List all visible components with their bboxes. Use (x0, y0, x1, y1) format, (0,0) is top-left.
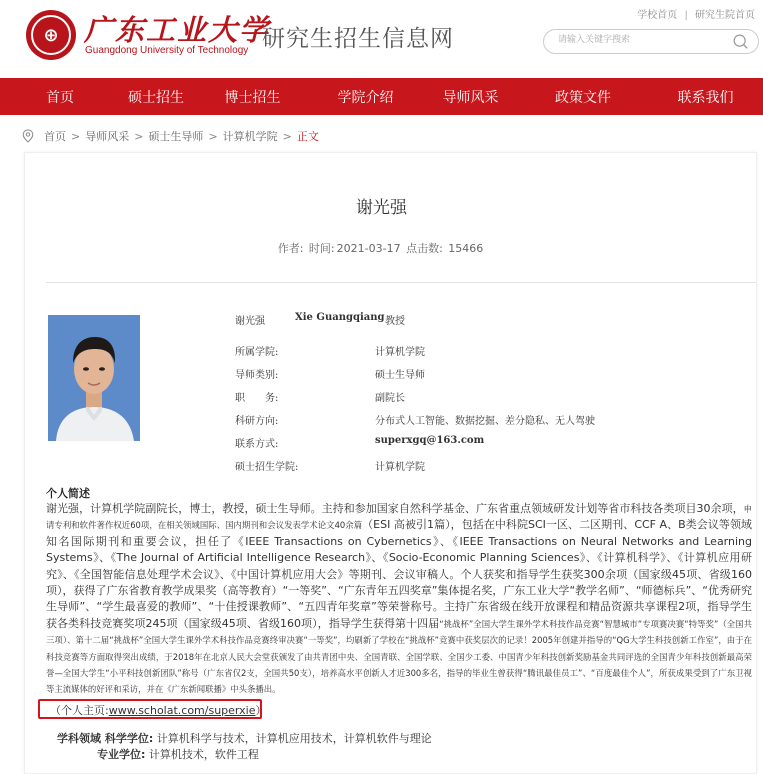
nav-doctor-admission[interactable]: 博士招生 (224, 89, 281, 106)
tutor-name-cn: 谢光强 (235, 316, 265, 327)
view-count: 15466 (448, 242, 484, 255)
location-pin-icon (22, 129, 34, 143)
breadcrumb-tutors[interactable]: 导师风采 (85, 130, 130, 143)
logo-chinese-name[interactable]: 广东工业大学 (84, 13, 271, 47)
bio-part-small-2: “挑战杯”全国大学生课外学术科技作品竞赛“智慧城市”专项赛决赛“特等奖”（全国共三项）、第十二届“挑战杯”全国大学生课外学术科技作品竞赛终审决赛“一等奖”，均刷新了学校在“挑战杯”竞赛中获奖层次的记录！2005年创建并指导的“QG大学生科技创新工作室”，由于在科技竞赛等方面取得突出成绩，于2018年在北京人民大会堂获颁发了由共青团中央、全国青联、全国学联、全国少工委、中国青少年科技创新奖励基金共同评选的全国青少年科技创新最高荣誉—全国大学生“小平科技创新团队”称号（广东省仅2支，全国共50支），培养高水平创新人才近300多名，指导的毕业生曾获得“腾讯最佳员工”、“百度最佳个人”，所获成果受到了广东卫视等主流媒体的好评和采访，并在《广东新闻联播》中头条播出。 (46, 618, 752, 695)
bio-heading: 个人简述 (46, 487, 90, 500)
article-title: 谢光强 (356, 198, 407, 218)
bio-part-1: 谢光强，计算机学院副院长，博士，教授，硕士生导师。主持和参加国家自然科学基金、广东省重点领域研发计划等省市科技各类项目30余项， (46, 502, 744, 515)
publish-time: 2021-03-17 (336, 242, 401, 255)
tutor-title: 教授 (385, 316, 405, 327)
professional-degree-line (97, 746, 259, 762)
homepage-link[interactable]: www.scholat.com/superxie (108, 704, 256, 717)
info-label: 硕士招生学院: (235, 462, 299, 473)
top-links-separator: | (684, 10, 688, 21)
search-input[interactable] (556, 34, 730, 46)
info-value: 硕士生导师 (375, 370, 425, 381)
contact-email[interactable]: superxgq@163.com (375, 435, 485, 446)
info-value: 副院长 (375, 393, 405, 404)
info-value: 计算机学院 (375, 462, 425, 473)
bio-text (46, 501, 752, 698)
breadcrumb-separator: > (134, 129, 144, 143)
breadcrumb-master-tutors[interactable]: 硕士生导师 (148, 130, 204, 143)
site-header (0, 0, 763, 78)
breadcrumb-home[interactable]: 首页 (44, 130, 66, 143)
breadcrumb (22, 128, 319, 144)
article-meta (0, 240, 763, 256)
homepage-line (50, 702, 267, 718)
breadcrumb-separator: > (71, 129, 81, 143)
breadcrumb-separator: > (282, 129, 292, 143)
university-seal-icon[interactable]: ⊕ (26, 10, 76, 60)
top-links (637, 6, 755, 21)
divider (46, 282, 756, 283)
tutor-name-en: Xie Guangqiang (295, 312, 385, 323)
nav-college-intro[interactable]: 学院介绍 (337, 89, 394, 106)
nav-tutors[interactable]: 导师风采 (442, 89, 499, 106)
views-label: 点击数: (406, 242, 443, 255)
search-icon[interactable] (732, 33, 749, 50)
nav-policy-docs[interactable]: 政策文件 (555, 89, 611, 106)
breadcrumb-separator: > (208, 129, 218, 143)
bio-part-small-1: 申请专利和软件著作权近60项，在相关领域国际、国内期刊和会议发表学术论文40余篇 (46, 504, 752, 531)
nav-contact[interactable]: 联系我们 (677, 89, 734, 106)
academic-degree-label: 学科领域 科学学位: (57, 732, 154, 745)
academic-degree-line (57, 730, 432, 746)
breadcrumb-cs-college[interactable]: 计算机学院 (222, 130, 278, 143)
author-label: 作者: (277, 242, 304, 255)
homepage-suffix: ） (255, 704, 267, 717)
academic-degree-value: 计算机科学与技术，计算机应用技术，计算机软件与理论 (156, 732, 432, 745)
bio-part-2: （ESI 高被引1篇），包括在中科院SCI一区、二区期刊、CCF A、B类会议等领域知名国际期刊和重要会议，担任了《IEEE Transactions on Cybernetics》、《IEEE Transactions on Neural Networks and Learning Systems》、《The Journal of Artificial Intelligence Research》、《Socio-Economic Planning Sciences》、《计算机科学》、《计算机应用研究》、《全国智能信息处理学术会议》、《中国计算机应用大会》等期刊、会议审稿人。个人获奖和指导学生获奖300余项（国家级45项、省级160项），获得了广东省教育教学成果奖（高等教育）“一等奖”、“广东青年五四奖章”集体提名奖，广东工业大学“教学名师”、“师德标兵”、“优秀研究生导师”、“学生最喜爱的教师”、“十佳授课教师”、“五四青年奖章”等荣誉称号。主持广东省级在线开放课程和精品资源共享课程2项，指导学生获各类科技竞赛奖项245项（国家级45项、省级160项），指导学生获得第十四届 (46, 518, 752, 630)
nav-home[interactable]: 首页 (46, 89, 74, 106)
nav-master-admission[interactable]: 硕士招生 (128, 89, 184, 106)
tutor-photo (48, 315, 140, 441)
info-label: 联系方式: (235, 439, 279, 450)
info-label: 所属学院: (235, 347, 279, 358)
info-label: 科研方向: (235, 416, 279, 427)
info-label: 导师类别: (235, 370, 279, 381)
info-label: 职 务: (235, 393, 279, 404)
school-home-link[interactable]: 学校首页 (637, 10, 678, 21)
graduate-school-home-link[interactable]: 研究生院首页 (695, 10, 755, 21)
professional-degree-label: 专业学位: (97, 748, 146, 761)
site-title: 研究生招生信息网 (262, 26, 454, 52)
homepage-prefix: （个人主页: (50, 704, 109, 717)
professional-degree-value: 计算机技术，软件工程 (148, 748, 259, 761)
info-value: 计算机学院 (375, 347, 425, 358)
logo-english-name: Guangdong University of Technology (85, 45, 249, 56)
info-value: 分布式人工智能、数据挖掘、差分隐私、无人驾驶 (375, 416, 595, 427)
breadcrumb-current: 正文 (296, 130, 319, 143)
main-nav (0, 78, 763, 115)
time-label: 时间: (308, 242, 335, 255)
search-box (543, 29, 759, 54)
